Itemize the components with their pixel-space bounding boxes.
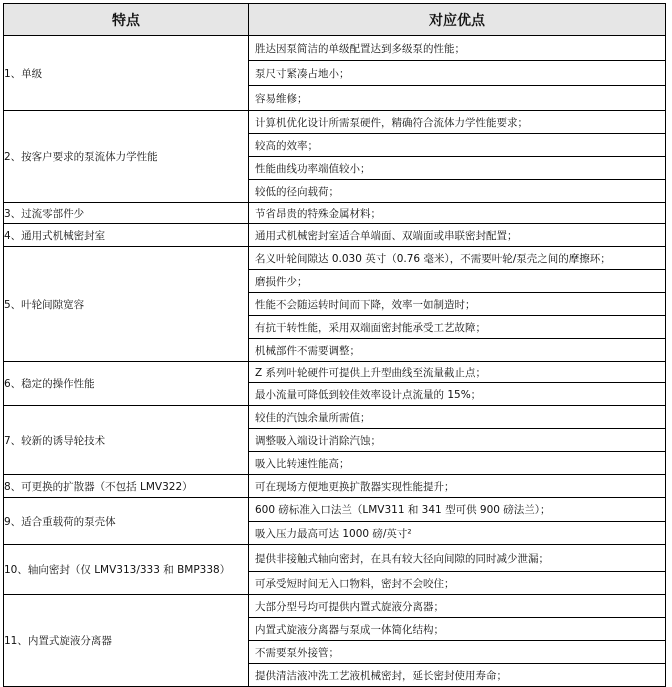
feature-cell: 9、适合重载荷的泵壳体 (4, 498, 249, 545)
advantage-line: 提供清洁液冲洗工艺液机械密封，延长密封使用寿命； (255, 669, 507, 682)
table-row (4, 224, 666, 247)
advantage-line: 有抗干转性能，采用双端面密封能承受工艺故障； (249, 316, 665, 339)
advantage-cell (249, 362, 666, 406)
advantage-cell (249, 111, 666, 203)
feature-cell: 7、较新的诱导轮技术 (4, 406, 249, 475)
header-feature: 特点 (4, 4, 249, 36)
advantage-cell (249, 406, 666, 475)
advantage-line: 调整吸入端设计消除汽蚀； (249, 429, 665, 452)
advantage-line: 通用式机械密封室适合单端面、双端面或串联密封配置； (255, 229, 518, 242)
feature-advantage-table (3, 3, 666, 687)
table-row (4, 545, 666, 595)
feature-cell: 3、过流零部件少 (4, 203, 249, 224)
table-row (4, 362, 666, 406)
feature-cell: 6、稳定的操作性能 (4, 362, 249, 406)
advantage-cell (249, 224, 666, 247)
advantage-line: 不需要泵外接管； (249, 641, 665, 664)
advantage-cell (249, 595, 666, 687)
advantage-line: 大部分型号均可提供内置式旋液分离器； (249, 595, 665, 618)
advantage-line: 600 磅标准入口法兰（LMV311 和 341 型可供 900 磅法兰）； (249, 498, 665, 522)
table-row (4, 247, 666, 362)
table-row (4, 498, 666, 545)
header-advantage: 对应优点 (249, 4, 666, 36)
advantage-line: 吸入压力最高可达 1000 磅/英寸² (255, 527, 412, 540)
advantage-line: 名义叶轮间隙达 0.030 英寸（0.76 毫米），不需要叶轮/泵壳之间的摩擦环； (249, 247, 665, 270)
advantage-line: 吸入比转速性能高； (255, 457, 350, 470)
advantage-cell (249, 475, 666, 498)
table-row (4, 475, 666, 498)
advantage-line: 最小流量可降低到较佳效率设计点流量的 15%； (255, 388, 482, 401)
table-header-row (4, 4, 666, 36)
feature-cell: 11、内置式旋液分离器 (4, 595, 249, 687)
advantage-cell (249, 36, 666, 111)
advantage-line: 性能曲线功率端值较小； (249, 157, 665, 180)
advantage-line: 机械部件不需要调整； (255, 344, 360, 357)
feature-cell: 8、可更换的扩散器（不包括 LMV322） (4, 475, 249, 498)
table-row (4, 36, 666, 111)
advantage-cell (249, 247, 666, 362)
feature-cell: 5、叶轮间隙宽容 (4, 247, 249, 362)
advantage-cell (249, 545, 666, 595)
table-row (4, 595, 666, 687)
advantage-line: 可在现场方便地更换扩散器实现性能提升； (255, 480, 455, 493)
advantage-line: 提供非接触式轴向密封，在具有较大径向间隙的同时减少泄漏； (249, 545, 665, 572)
advantage-line: 容易维修； (255, 92, 308, 105)
advantage-line: 胜达因泵简洁的单级配置达到多级泵的性能； (249, 36, 665, 61)
advantage-line: 性能不会随运转时间而下降，效率一如制造时； (249, 293, 665, 316)
advantage-line: 较低的径向载荷； (255, 185, 339, 198)
advantage-line: 泵尺寸紧凑占地小； (249, 61, 665, 86)
table-row (4, 111, 666, 203)
advantage-cell (249, 203, 666, 224)
advantage-line: 计算机优化设计所需泵硬件，精确符合流体力学性能要求； (249, 111, 665, 134)
advantage-cell (249, 498, 666, 545)
advantage-line: 较高的效率； (249, 134, 665, 157)
advantage-line: Z 系列叶轮硬件可提供上升型曲线至流量截止点； (249, 362, 665, 383)
advantage-line: 节省昂贵的特殊金属材料； (255, 207, 381, 220)
advantage-line: 磨损件少； (249, 270, 665, 293)
feature-cell: 10、轴向密封（仅 LMV313/333 和 BMP338） (4, 545, 249, 595)
advantage-line: 较佳的汽蚀余量所需值； (249, 406, 665, 429)
feature-cell: 2、按客户要求的泵流体力学性能 (4, 111, 249, 203)
feature-cell: 4、通用式机械密封室 (4, 224, 249, 247)
advantage-line: 内置式旋液分离器与泵成一体简化结构； (249, 618, 665, 641)
advantage-line: 可承受短时间无入口物料，密封不会咬住； (255, 577, 455, 590)
table-row (4, 203, 666, 224)
feature-cell: 1、单级 (4, 36, 249, 111)
table-row (4, 406, 666, 475)
